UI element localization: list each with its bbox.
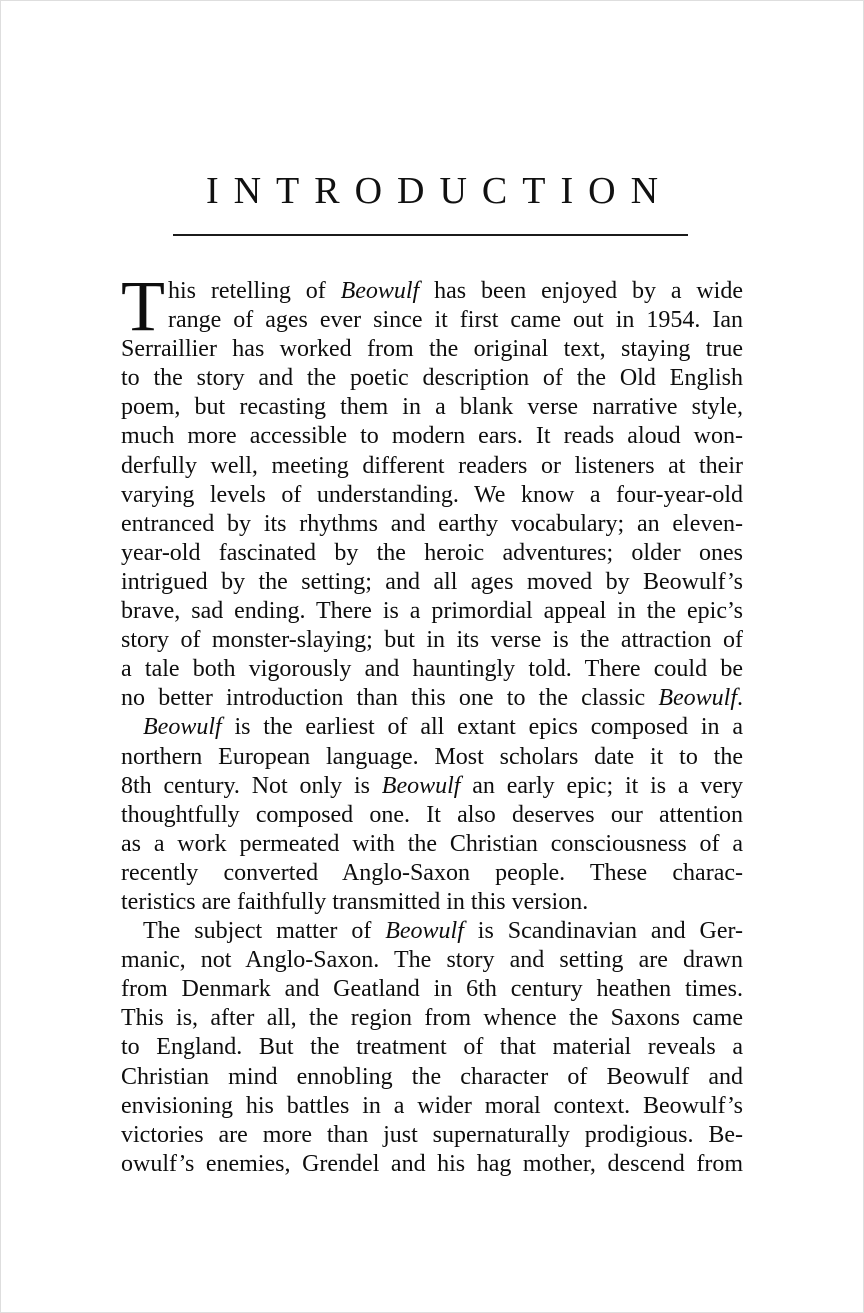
text-line [121, 655, 743, 684]
text-line [121, 452, 743, 481]
text-segment: is Scandinavian and Ger- [463, 918, 743, 945]
text-line [121, 1004, 743, 1033]
text-line [121, 801, 743, 830]
text-line [121, 975, 743, 1004]
text-segment: northern European language. Most scholars date it to the [121, 743, 743, 770]
text-segment: derfully well, meeting different readers or listeners at their [121, 452, 743, 479]
text-line [121, 539, 743, 568]
text-line [121, 1121, 743, 1150]
text-line [121, 743, 743, 772]
text-segment: his retelling of [167, 278, 341, 304]
text-line [121, 772, 743, 801]
text-segment: entranced by its rhythms and earthy vocabulary; an eleven- [121, 510, 743, 537]
text-segment: no better introduction than this one to the classic [121, 685, 659, 712]
paragraph [121, 917, 743, 1179]
text-segment: victories are more than just supernaturally prodigious. Be- [121, 1121, 743, 1148]
text-segment: Serraillier has worked from the original text, staying true [121, 336, 743, 363]
text-segment: brave, sad ending. There is a primordial appeal in the epic’s [121, 598, 743, 625]
text-segment: to England. But the treatment of that material reveals a [121, 1034, 743, 1061]
text-line [121, 481, 743, 510]
text-segment: This is, after all, the region from whence the Saxons came [121, 1005, 743, 1032]
text-segment: manic, not Anglo-Saxon. The story and setting are drawn [121, 947, 743, 974]
body-text [121, 266, 743, 1179]
text-segment: envisioning his battles in a wider moral context. Beowulf’s [121, 1092, 743, 1119]
text-line [121, 422, 743, 451]
text-segment: poem, but recasting them in a blank verse narrative style, [121, 394, 743, 421]
text-line [168, 306, 743, 335]
text-segment: from Denmark and Geatland in 6th century heathen times. [121, 976, 743, 1003]
page-title: INTRODUCTION [205, 170, 674, 212]
text-segment: Christian mind ennobling the character of Beowulf and [121, 1063, 743, 1090]
text-segment: much more accessible to modern ears. It reads aloud won- [121, 423, 743, 450]
text-segment: Beowulf [143, 714, 222, 741]
text-segment: a tale both vigorously and hauntingly told. There could be [121, 656, 743, 683]
text-segment: is the earliest of all extant epics composed in a [221, 714, 743, 741]
text-segment: as a work permeated with the Christian consciousness of a [121, 830, 743, 857]
text-segment: Beowulf [385, 918, 464, 945]
text-line [121, 859, 743, 888]
drop-cap: T [121, 266, 165, 346]
text-segment: . [737, 685, 743, 712]
title-rule [173, 234, 688, 236]
text-segment: intrigued by the setting; and all ages moved by Beowulf’s [121, 568, 743, 595]
text-line [121, 1063, 743, 1092]
text-line [121, 684, 743, 713]
text-line [121, 713, 743, 742]
text-line [121, 364, 743, 393]
text-segment: range of ages ever since it first came out in 1954. Ian [167, 307, 743, 334]
text-line [121, 1092, 743, 1121]
text-segment: Beowulf [340, 278, 420, 304]
text-line [121, 597, 743, 626]
text-segment: Beowulf [381, 772, 461, 799]
paragraph [121, 266, 743, 713]
text-line [121, 1150, 743, 1179]
text-line [121, 830, 743, 859]
text-segment: recently converted Anglo-Saxon people. These charac- [121, 859, 743, 886]
text-segment: The subject matter of [143, 918, 386, 945]
text-line [121, 510, 743, 539]
text-line [121, 626, 743, 655]
text-segment: year-old fascinated by the heroic adventures; older ones [121, 539, 743, 566]
text-segment: has been enjoyed by a wide [419, 278, 743, 304]
text-segment: to the story and the poetic description of the Old English [121, 365, 743, 392]
text-line [121, 393, 743, 422]
text-segment: teristics are faithfully transmitted in this version. [121, 888, 589, 915]
text-segment: 8th century. Not only is [121, 772, 382, 799]
text-segment: Beowulf [658, 685, 737, 712]
text-segment: story of monster-slaying; but in its verse is the attraction of [121, 627, 743, 654]
text-line [121, 335, 743, 364]
text-line [168, 277, 743, 306]
text-line [121, 917, 743, 946]
text-segment: thoughtfully composed one. It also deserves our attention [121, 801, 743, 828]
text-segment: an early epic; it is a very [460, 772, 743, 799]
paragraph [121, 713, 743, 917]
text-segment: varying levels of understanding. We know a four-year-old [121, 481, 743, 508]
text-line [121, 1033, 743, 1062]
text-line [121, 568, 743, 597]
text-line [121, 888, 743, 917]
text-segment: owulf’s enemies, Grendel and his hag mother, descend from [121, 1150, 743, 1177]
text-line [121, 946, 743, 975]
